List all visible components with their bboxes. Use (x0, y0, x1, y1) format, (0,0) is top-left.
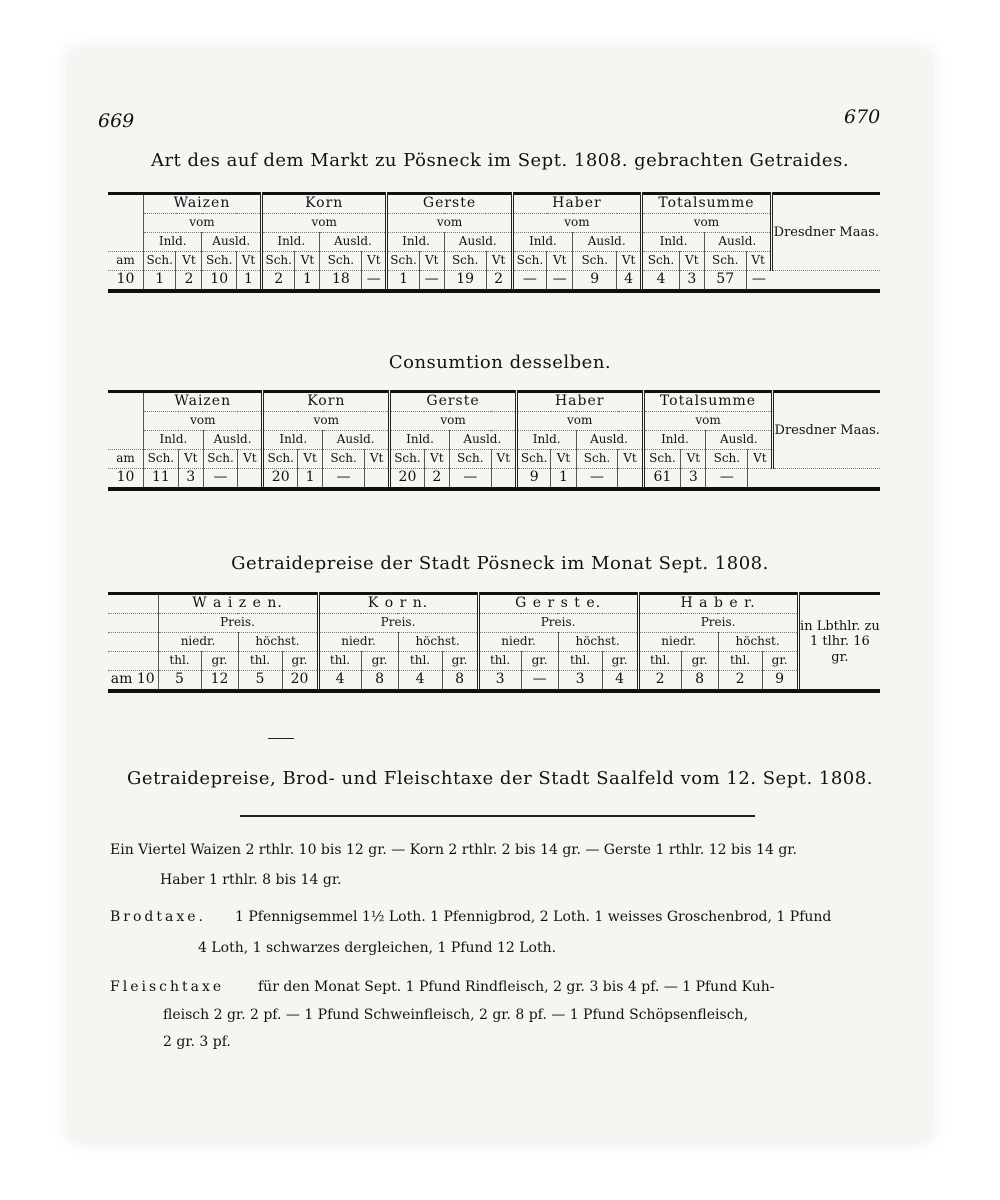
market-ausld-label: Ausld. (202, 233, 262, 252)
consumption-cell: — (323, 469, 365, 490)
market-inld-label: Inld. (642, 233, 705, 252)
prices-cell: 4 (398, 671, 442, 692)
market-unit-sch: Sch. (262, 252, 295, 271)
consumption-day-value: 10 (116, 469, 135, 486)
meat-tax-line-1: für den Monat Sept. 1 Pfund Rindfleisch, 2 gr. 3 bis 4 pf. — 1 Pfund Kuh- (258, 979, 775, 995)
market-ausld-label: Ausld. (320, 233, 387, 252)
consumption-unit-sch: Sch. (144, 450, 179, 469)
consumption-cell: 3 (178, 469, 203, 490)
prices-cell: 5 (158, 671, 201, 692)
market-title: Art des auf dem Markt zu Pösneck im Sept. 1808. gebrachten Getraides. (150, 150, 850, 171)
consumption-cell: 11 (144, 469, 179, 490)
consumption-unit-vt: Vt (748, 450, 773, 469)
market-unit-vt: Vt (547, 252, 573, 271)
market-unit-vt: Vt (362, 252, 387, 271)
market-crop-header: Korn (262, 194, 387, 214)
market-unit-vt: Vt (486, 252, 512, 271)
market-measure-label: Dresdner Maas. (771, 194, 880, 271)
prices-crop-header: W a i z e n. (158, 594, 318, 614)
consumption-ausld-label: Ausld. (576, 431, 643, 450)
market-unit-vt: Vt (236, 252, 261, 271)
market-cell: — (547, 271, 573, 292)
market-cell: 10 (202, 271, 236, 292)
prices-hoechst-label: höchst. (398, 633, 478, 652)
prices-unit-thl: thl. (558, 652, 602, 671)
saalfeld-title: Getraidepreise, Brod- und Fleischtaxe der Stadt Saalfeld vom 12. Sept. 1808. (127, 768, 873, 789)
consumption-unit-sch: Sch. (516, 450, 551, 469)
consumption-title: Consumtion desselben. (388, 352, 612, 373)
consumption-unit-vt: Vt (297, 450, 322, 469)
consumption-unit-sch: Sch. (449, 450, 491, 469)
consumption-cell: 1 (297, 469, 322, 490)
market-unit-sch: Sch. (444, 252, 486, 271)
bread-tax-line-1: 1 Pfennigsemmel 1½ Loth. 1 Pfennigbrod, 2 Loth. 1 weisses Groschenbrod, 1 Pfund (235, 909, 832, 925)
market-vom-label: vom (642, 214, 772, 233)
market-unit-sch: Sch. (512, 252, 546, 271)
consumption-inld-label: Inld. (263, 431, 323, 450)
consumption-inld-label: Inld. (144, 431, 204, 450)
consumption-unit-sch: Sch. (390, 450, 425, 469)
prices-hoechst-label: höchst. (238, 633, 318, 652)
prices-cell: 20 (282, 671, 318, 692)
market-cell: 19 (444, 271, 486, 292)
market-cell: — (419, 271, 444, 292)
prices-unit-thl: thl. (158, 652, 201, 671)
prices-preis-label: Preis. (158, 614, 318, 633)
consumption-cell: 2 (424, 469, 449, 490)
prices-corner-cell (108, 594, 158, 614)
consumption-vom-label: vom (643, 412, 773, 431)
consumption-inld-label: Inld. (516, 431, 576, 450)
prices-preis-label: Preis. (478, 614, 638, 633)
prices-cell: — (521, 671, 558, 692)
consumption-cell (491, 469, 516, 490)
prices-blank-cell (108, 652, 158, 671)
market-day-label: am (108, 252, 144, 271)
section-divider-short (268, 738, 294, 739)
market-unit-sch: Sch. (573, 252, 617, 271)
consumption-unit-vt: Vt (551, 450, 576, 469)
consumption-vom-label: vom (144, 412, 263, 431)
prices-niedr-label: niedr. (638, 633, 718, 652)
market-unit-sch: Sch. (704, 252, 746, 271)
consumption-crop-header: Korn (263, 392, 390, 412)
market-unit-sch: Sch. (144, 252, 176, 271)
market-unit-vt: Vt (617, 252, 642, 271)
prices-cell: 8 (681, 671, 718, 692)
consumption-unit-vt: Vt (424, 450, 449, 469)
prices-unit-gr: gr. (762, 652, 798, 671)
prices-hoechst-label: höchst. (558, 633, 638, 652)
consumption-cell (365, 469, 390, 490)
market-inld-label: Inld. (144, 233, 202, 252)
consumption-cell: — (576, 469, 618, 490)
prices-unit-thl: thl. (238, 652, 282, 671)
market-corner-cell (108, 194, 144, 252)
consumption-unit-vt: Vt (681, 450, 706, 469)
market-cell: — (512, 271, 546, 292)
consumption-corner-cell (108, 392, 144, 450)
consumption-cell: — (203, 469, 238, 490)
market-unit-vt: Vt (746, 252, 771, 271)
consumption-ausld-label: Ausld. (323, 431, 390, 450)
market-cell: 2 (486, 271, 512, 292)
prices-crop-header: G e r s t e. (478, 594, 638, 614)
market-ausld-label: Ausld. (704, 233, 771, 252)
market-cell: 1 (236, 271, 261, 292)
prices-unit-thl: thl. (718, 652, 762, 671)
prices-cell: 8 (442, 671, 478, 692)
bread-tax-line-2: 4 Loth, 1 schwarzes dergleichen, 1 Pfund 12 Loth. (198, 940, 557, 956)
prices-day-label: am 10 (110, 671, 155, 688)
consumption-cell (748, 469, 773, 490)
prices-table (108, 592, 880, 693)
consumption-vom-label: vom (390, 412, 517, 431)
market-cell: 1 (295, 271, 320, 292)
market-unit-vt: Vt (295, 252, 320, 271)
consumption-cell: 20 (263, 469, 298, 490)
consumption-unit-sch: Sch. (263, 450, 298, 469)
prices-niedr-label: niedr. (318, 633, 398, 652)
prices-cell: 2 (718, 671, 762, 692)
market-table (108, 192, 880, 293)
consumption-cell: — (449, 469, 491, 490)
consumption-unit-vt: Vt (365, 450, 390, 469)
market-cell: 57 (704, 271, 746, 292)
bread-tax-label: Brodtaxe. (110, 909, 206, 925)
page-number-right: 670 (844, 106, 881, 128)
consumption-unit-vt: Vt (238, 450, 263, 469)
consumption-unit-sch: Sch. (323, 450, 365, 469)
consumption-vom-label: vom (516, 412, 643, 431)
meat-tax-line-3: 2 gr. 3 pf. (163, 1034, 231, 1050)
prices-cell: 3 (478, 671, 521, 692)
market-ausld-label: Ausld. (444, 233, 512, 252)
prices-cell: 12 (201, 671, 238, 692)
market-day-value: 10 (116, 271, 135, 288)
consumption-unit-sch: Sch. (643, 450, 681, 469)
prices-cell: 4 (318, 671, 361, 692)
market-cell: 4 (617, 271, 642, 292)
consumption-unit-vt: Vt (178, 450, 203, 469)
prices-crop-header: H a b e r. (638, 594, 798, 614)
consumption-crop-header: Totalsumme (643, 392, 773, 412)
market-ausld-label: Ausld. (573, 233, 642, 252)
prices-cell: 2 (638, 671, 681, 692)
prices-unit-thl: thl. (318, 652, 361, 671)
market-inld-label: Inld. (387, 233, 444, 252)
consumption-unit-sch: Sch. (203, 450, 238, 469)
market-crop-header: Gerste (387, 194, 512, 214)
prices-unit-gr: gr. (361, 652, 398, 671)
saalfeld-grain-line-2: Haber 1 rthlr. 8 bis 14 gr. (160, 872, 342, 888)
prices-unit-gr: gr. (681, 652, 718, 671)
market-unit-vt: Vt (679, 252, 704, 271)
prices-unit-gr: gr. (521, 652, 558, 671)
market-cell: 9 (573, 271, 617, 292)
consumption-ausld-label: Ausld. (449, 431, 516, 450)
market-cell: 2 (176, 271, 202, 292)
prices-cell: 4 (602, 671, 638, 692)
consumption-measure-label: Dresdner Maas. (773, 392, 880, 469)
prices-unit-thl: thl. (398, 652, 442, 671)
consumption-unit-vt: Vt (491, 450, 516, 469)
prices-niedr-label: niedr. (478, 633, 558, 652)
prices-hoechst-label: höchst. (718, 633, 798, 652)
prices-unit-thl: thl. (478, 652, 521, 671)
prices-unit-gr: gr. (282, 652, 318, 671)
market-crop-header: Totalsumme (642, 194, 772, 214)
market-cell: 3 (679, 271, 704, 292)
prices-preis-label: Preis. (638, 614, 798, 633)
prices-cell: 8 (361, 671, 398, 692)
consumption-ausld-label: Ausld. (203, 431, 263, 450)
consumption-cell: 61 (643, 469, 681, 490)
consumption-cell (618, 469, 643, 490)
prices-preis-label: Preis. (318, 614, 478, 633)
market-vom-label: vom (144, 214, 262, 233)
consumption-crop-header: Waizen (144, 392, 263, 412)
market-vom-label: vom (387, 214, 512, 233)
consumption-cell: — (706, 469, 748, 490)
prices-unit-gr: gr. (602, 652, 638, 671)
meat-tax-label: Fleischtaxe (110, 979, 225, 995)
prices-blank-cell (108, 633, 158, 652)
market-unit-sch: Sch. (387, 252, 419, 271)
prices-unit-gr: gr. (442, 652, 478, 671)
prices-crop-header: K o r n. (318, 594, 478, 614)
consumption-cell: 9 (516, 469, 551, 490)
market-cell: 18 (320, 271, 362, 292)
consumption-vom-label: vom (263, 412, 390, 431)
market-unit-sch: Sch. (202, 252, 236, 271)
consumption-crop-header: Gerste (390, 392, 517, 412)
consumption-cell: 1 (551, 469, 576, 490)
consumption-cell: 20 (390, 469, 425, 490)
market-cell: 1 (387, 271, 419, 292)
prices-unit-gr: gr. (201, 652, 238, 671)
prices-niedr-label: niedr. (158, 633, 238, 652)
market-cell: 2 (262, 271, 295, 292)
consumption-cell (238, 469, 263, 490)
prices-cell: 9 (762, 671, 798, 692)
saalfeld-grain-line-1: Ein Viertel Waizen 2 rthlr. 10 bis 12 gr. — Korn 2 rthlr. 2 bis 14 gr. — Gerste 1 rthlr. 12 bis 14 gr. (110, 842, 797, 858)
market-crop-header: Waizen (144, 194, 262, 214)
page-number-left: 669 (98, 110, 135, 132)
consumption-unit-vt: Vt (618, 450, 643, 469)
market-crop-header: Haber (512, 194, 641, 214)
market-unit-sch: Sch. (642, 252, 680, 271)
consumption-cell: 3 (681, 469, 706, 490)
market-unit-sch: Sch. (320, 252, 362, 271)
consumption-crop-header: Haber (516, 392, 643, 412)
market-inld-label: Inld. (512, 233, 573, 252)
market-cell: 4 (642, 271, 680, 292)
consumption-table (108, 390, 880, 491)
prices-blank-cell (108, 614, 158, 633)
consumption-inld-label: Inld. (390, 431, 450, 450)
market-cell: 1 (144, 271, 176, 292)
prices-measure-label: in Lbthlr. zu 1 tlhr. 16 gr. (798, 594, 880, 692)
prices-unit-thl: thl. (638, 652, 681, 671)
market-unit-vt: Vt (176, 252, 202, 271)
consumption-ausld-label: Ausld. (706, 431, 773, 450)
prices-cell: 3 (558, 671, 602, 692)
market-vom-label: vom (512, 214, 641, 233)
prices-cell: 5 (238, 671, 282, 692)
consumption-unit-sch: Sch. (576, 450, 618, 469)
market-cell: — (746, 271, 771, 292)
consumption-unit-sch: Sch. (706, 450, 748, 469)
meat-tax-line-2: fleisch 2 gr. 2 pf. — 1 Pfund Schweinfleisch, 2 gr. 8 pf. — 1 Pfund Schöpsenfleisch, (163, 1007, 749, 1023)
consumption-day-label: am (108, 450, 144, 469)
market-unit-vt: Vt (419, 252, 444, 271)
consumption-inld-label: Inld. (643, 431, 706, 450)
market-vom-label: vom (262, 214, 387, 233)
market-inld-label: Inld. (262, 233, 320, 252)
market-cell: — (362, 271, 387, 292)
prices-title: Getraidepreise der Stadt Pösneck im Monat Sept. 1808. (231, 553, 769, 574)
saalfeld-title-rule (240, 815, 755, 817)
